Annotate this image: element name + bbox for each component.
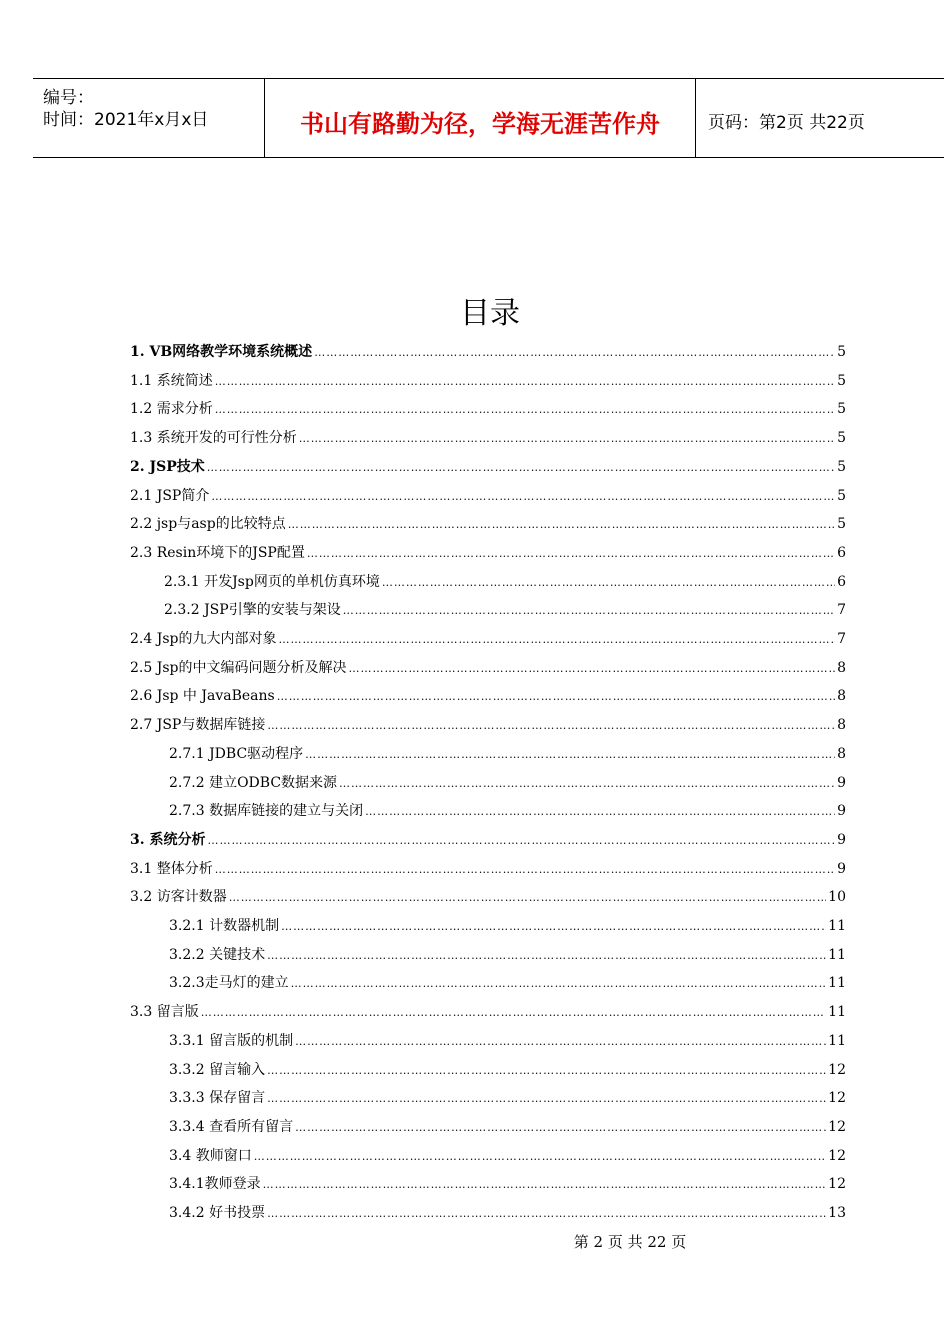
toc-entry-label: 1.3 系统开发的可行性分析 [130,430,297,447]
toc-entry-page: 8 [837,688,846,705]
toc-title: 目录 [460,296,520,331]
toc-entry-page: 9 [837,860,846,877]
toc-entry-page: 8 [837,717,846,734]
toc-entry-page: 12 [828,1147,846,1164]
toc-entry-page: 5 [837,372,846,389]
toc-leader-dots [229,891,826,904]
toc-entry-page: 11 [828,946,846,963]
toc-leader-dots [201,1006,826,1019]
toc-entry-label: 1.1 系统简述 [130,372,213,389]
toc-entry[interactable] [164,599,846,619]
toc-entry-label: 2.3.2 JSP引擎的安装与架设 [164,602,341,619]
toc-entry-page: 5 [837,430,846,447]
toc-entry-label: 3.3 留言版 [130,1004,199,1021]
toc-entry-label: 3.4.1教师登录 [169,1176,261,1193]
toc-leader-dots [267,1207,826,1220]
toc-entry-label: 3. 系统分析 [130,831,206,848]
header-motto-cell [265,79,696,157]
toc-entry-page: 11 [828,1004,846,1021]
toc-entry[interactable] [130,886,846,906]
toc-entry-label: 3.2 访客计数器 [130,889,227,906]
toc-leader-dots [382,576,835,589]
toc-leader-dots [305,748,835,761]
toc-entry-label: 2.3.1 开发Jsp网页的单机仿真环境 [164,573,380,590]
toc-entry-label: 3.2.2 关键技术 [169,946,266,963]
toc-entry-page: 6 [837,573,846,590]
toc-entry[interactable] [130,1001,846,1021]
toc-entry[interactable] [169,1087,846,1107]
document-time: 时间：2021年x月x日 [43,110,209,130]
toc-leader-dots [281,920,826,933]
toc-entry[interactable] [169,1059,846,1079]
toc-leader-dots [288,518,835,531]
toc-leader-dots [215,403,835,416]
toc-entry-label: 2.1 JSP简介 [130,487,210,504]
toc-entry-page: 8 [837,745,846,762]
toc-leader-dots [343,604,835,617]
toc-entry[interactable] [130,513,846,533]
toc-leader-dots [295,1035,826,1048]
toc-entry-page: 8 [837,659,846,676]
toc-entry[interactable] [169,743,846,763]
toc-entry-page: 5 [837,401,846,418]
toc-entry-label: 2.4 Jsp的九大内部对象 [130,631,277,647]
toc-leader-dots [291,977,827,990]
toc-entry[interactable] [169,1145,846,1165]
toc-entry-page: 6 [837,544,846,561]
toc-leader-dots [254,1150,826,1163]
toc-leader-dots [215,375,835,388]
toc-entry-label: 2.6 Jsp 中 JavaBeans [130,688,275,705]
toc-entry[interactable] [169,972,846,992]
toc-entry-label: 1. VB网络教学环境系统概述 [130,344,313,360]
toc-entry-page: 12 [828,1176,846,1193]
toc-leader-dots [295,1121,826,1134]
toc-entry[interactable] [169,1030,846,1050]
toc-entry-page: 12 [828,1118,846,1135]
toc-entry-label: 3.2.3走马灯的建立 [169,975,289,992]
toc-entry-label: 2.2 jsp与asp的比较特点 [130,516,286,533]
toc-entry-label: 1.2 需求分析 [130,401,213,418]
toc-entry[interactable] [169,772,846,792]
toc-entry-label: 3.1 整体分析 [130,860,213,877]
toc-entry[interactable] [130,858,846,878]
toc-entry-label: 2. JSP技术 [130,458,205,475]
toc-entry[interactable] [130,685,846,705]
toc-leader-dots [267,1064,826,1077]
toc-entry-label: 3.3.4 查看所有留言 [169,1118,294,1135]
header-motto: 书山有路勤为径，学海无涯苦作舟 [300,109,660,138]
document-number: 编号： [43,88,94,108]
header-meta-cell [33,79,265,157]
toc-entry-page: 11 [828,918,846,934]
toc-entry[interactable] [130,456,846,476]
toc-entry-page: 7 [837,631,846,647]
toc-entry[interactable] [130,628,846,648]
toc-entry-page: 9 [837,803,846,820]
toc-entry-page: 12 [828,1061,846,1078]
toc-entry[interactable] [130,341,846,361]
toc-entry-page: 9 [837,831,846,848]
toc-entry[interactable] [130,398,846,418]
toc-leader-dots [277,690,835,703]
toc-entry[interactable] [130,714,846,734]
toc-entry-page: 11 [828,975,846,992]
toc-entry[interactable] [169,944,846,964]
toc-entry-label: 2.7.1 JDBC驱动程序 [169,745,304,762]
toc-entry-page: 5 [837,458,846,475]
toc-leader-dots [267,719,835,732]
toc-entry-label: 3.2.1 计数器机制 [169,918,280,934]
toc-entry-label: 3.3.2 留言输入 [169,1061,266,1078]
toc-leader-dots [365,805,835,818]
toc-entry[interactable] [169,915,846,935]
toc-entry[interactable] [130,370,846,390]
toc-entry[interactable] [169,1202,846,1222]
toc-entry-label: 2.7 JSP与数据库链接 [130,717,266,734]
header-page-cell [696,79,944,157]
toc-entry-label: 2.5 Jsp的中文编码问题分析及解决 [130,659,347,676]
toc-entry-page: 7 [837,602,846,619]
toc-entry[interactable] [169,800,846,820]
toc-entry-page: 13 [828,1205,846,1221]
toc-leader-dots [278,633,835,646]
toc-entry[interactable] [169,1116,846,1136]
page-footer: 第 2 页 共 22 页 [573,1233,687,1251]
toc-entry-label: 2.3 Resin环境下的JSP配置 [130,544,305,561]
toc-leader-dots [211,490,835,503]
toc-entry[interactable] [169,1173,846,1193]
toc-entry-page: 5 [837,516,846,533]
toc-entry-page: 9 [837,774,846,791]
toc-leader-dots [267,1092,826,1105]
toc-entry-page: 10 [828,889,846,906]
toc-leader-dots [267,949,826,962]
toc-leader-dots [307,547,835,560]
toc-entry-label: 3.3.3 保存留言 [169,1090,266,1107]
toc-entry-label: 2.7.2 建立ODBC数据来源 [169,774,338,791]
document-header [33,78,944,158]
header-page-number: 页码：第2页 共22页 [708,113,865,133]
toc-entry-page: 12 [828,1090,846,1107]
toc-entry-label: 3.4.2 好书投票 [169,1205,266,1221]
toc-entry[interactable] [164,571,846,591]
toc-entry-label: 3.3.1 留言版的机制 [169,1032,294,1049]
toc-leader-dots [207,461,835,474]
toc-entry-page: 11 [828,1032,846,1049]
toc-entry[interactable] [130,829,846,849]
toc-leader-dots [263,1178,827,1191]
toc-entry[interactable] [130,657,846,677]
toc-entry-page: 5 [837,487,846,504]
toc-entry[interactable] [130,542,846,562]
toc-entry-page: 5 [837,344,846,360]
toc-entry[interactable] [130,427,846,447]
toc-entry-label: 2.7.3 数据库链接的建立与关闭 [169,803,364,820]
toc-entry[interactable] [130,485,846,505]
toc-leader-dots [339,777,835,790]
toc-leader-dots [314,346,835,359]
toc-entry-label: 3.4 教师窗口 [169,1147,252,1164]
toc-leader-dots [208,834,836,847]
toc-leader-dots [348,662,835,675]
toc-leader-dots [299,432,835,445]
toc-leader-dots [215,863,835,876]
